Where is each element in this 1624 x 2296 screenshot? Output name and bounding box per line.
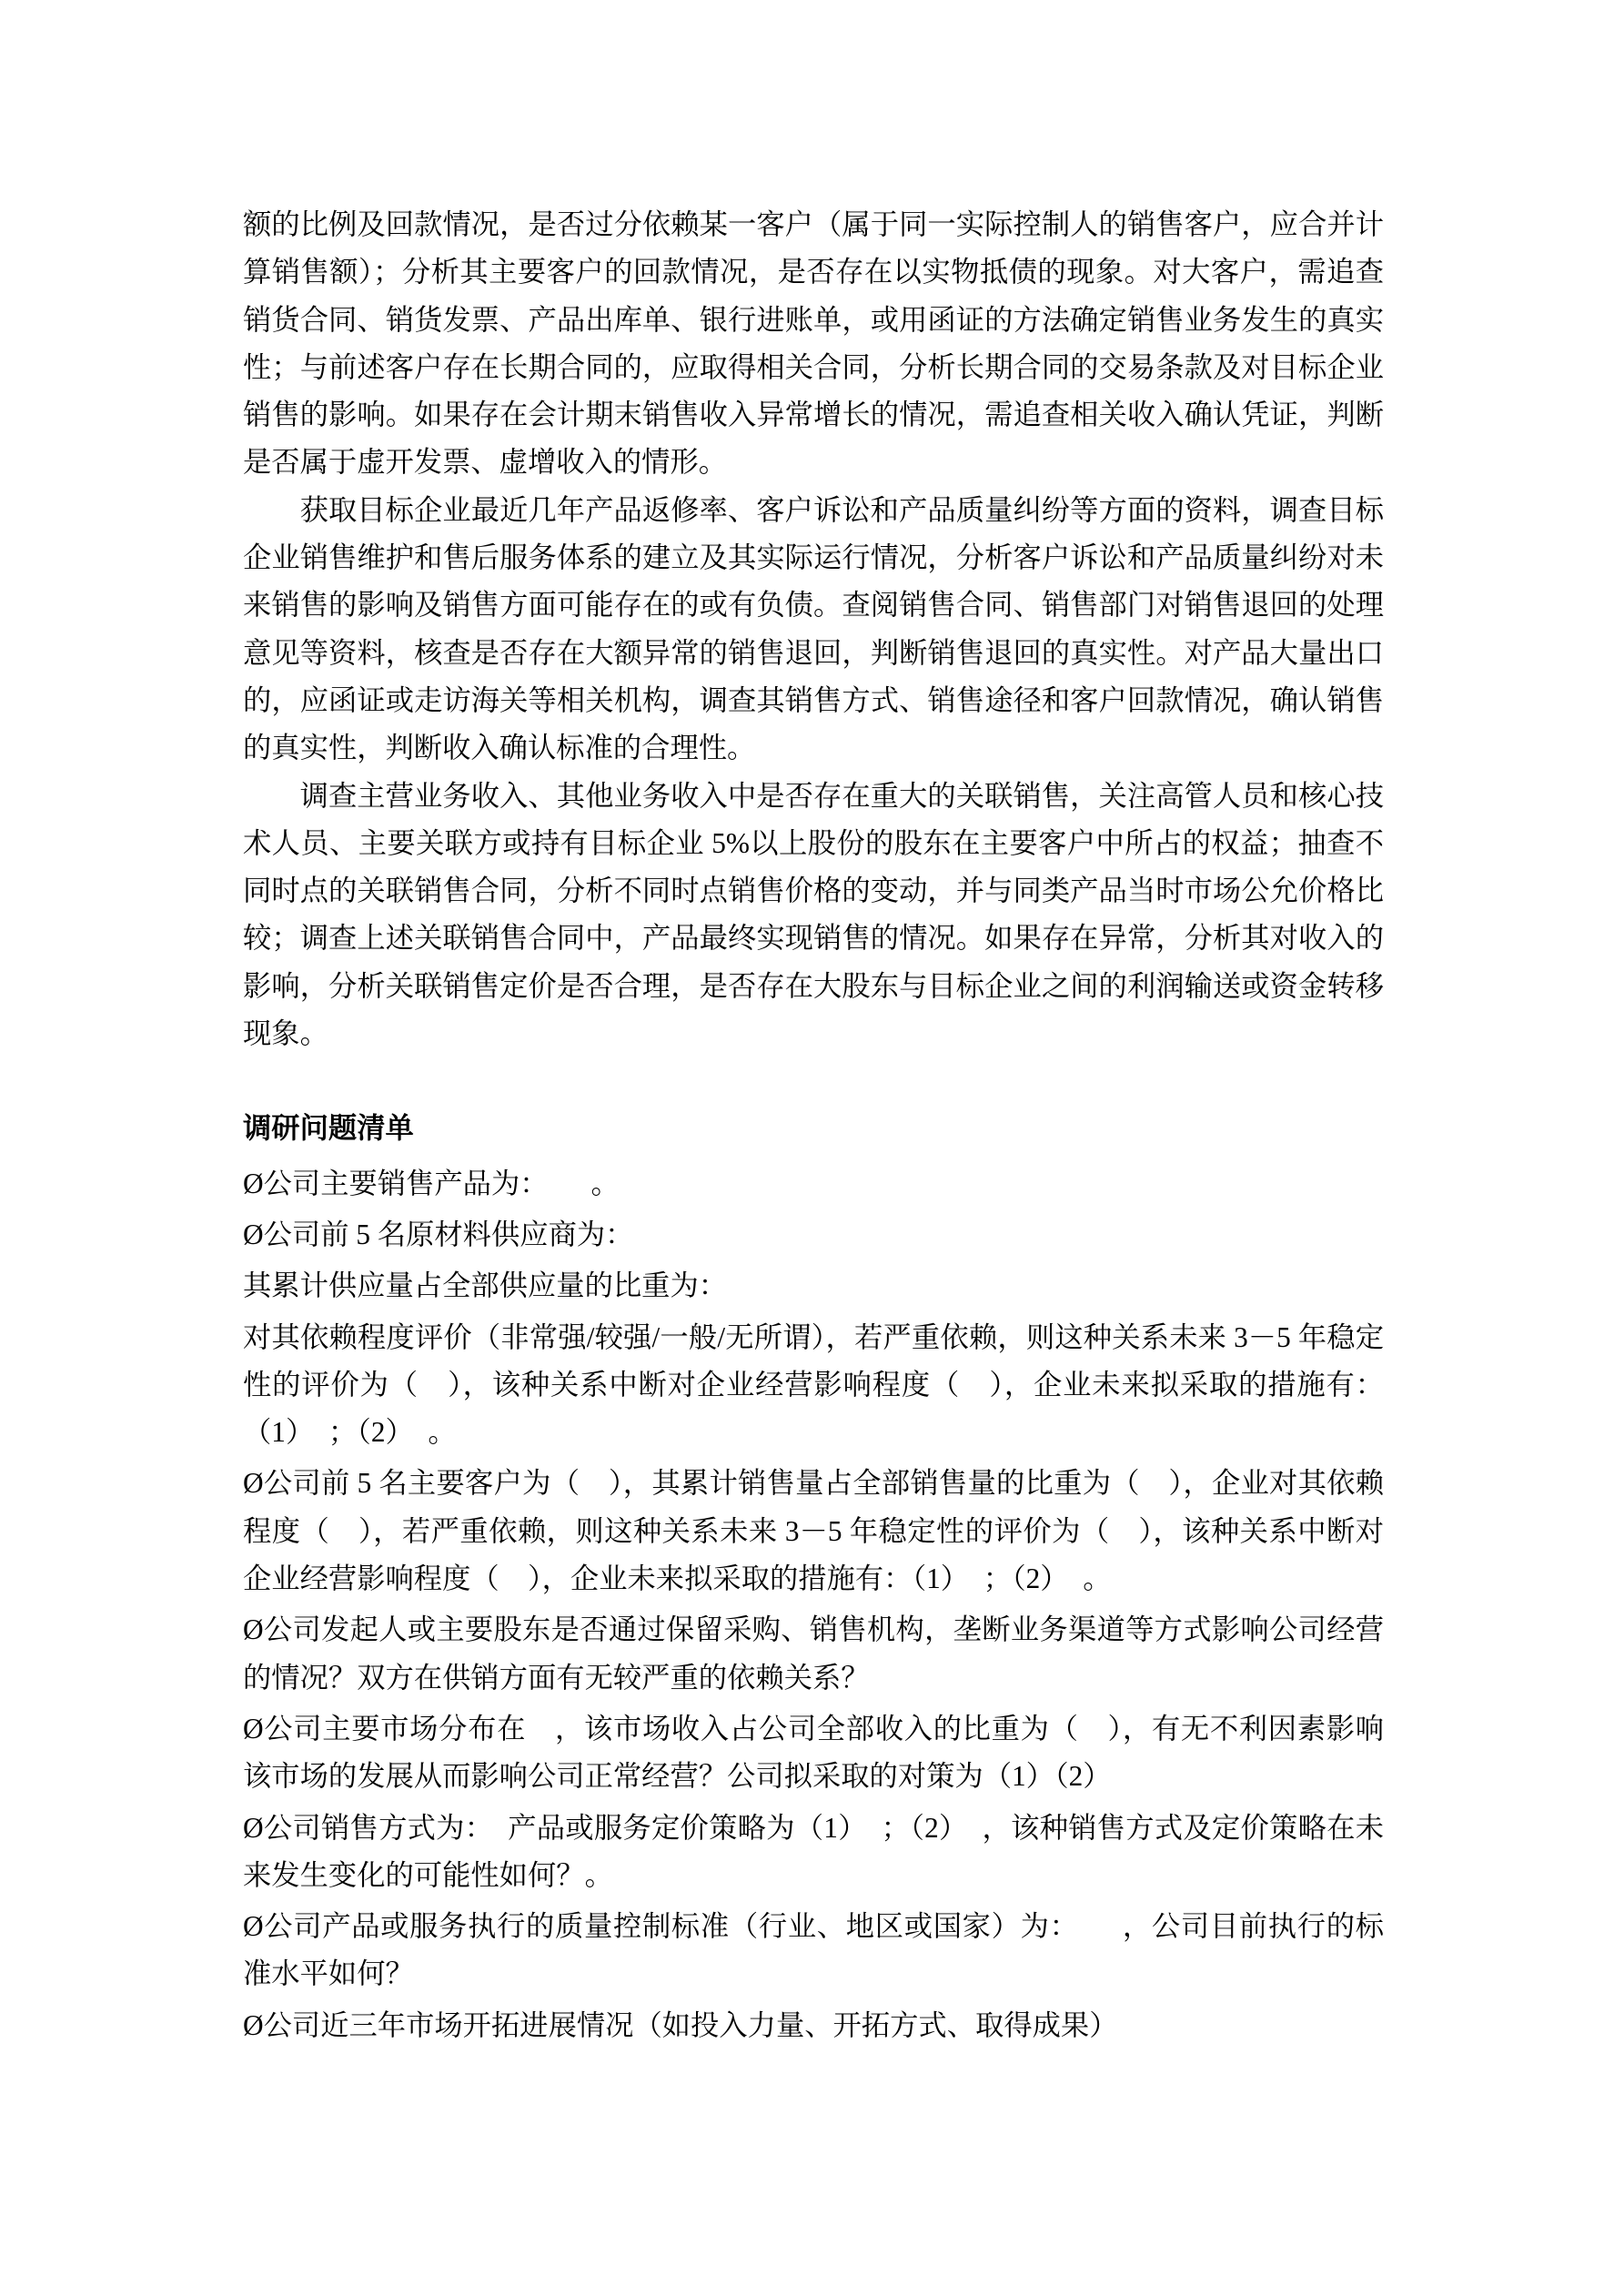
section-heading: 调研问题清单 — [243, 1112, 414, 1145]
question-item: Ø公司发起人或主要股东是否通过保留采购、销售机构，垄断业务渠道等方式影响公司经营的情况？双方在供销方面有无较严重的依赖关系？ — [243, 1613, 1384, 1694]
body-paragraph: 额的比例及回款情况，是否过分依赖某一客户（属于同一实际控制人的销售客户，应合并计算销售额）；分析其主要客户的回款情况，是否存在以实物抵债的现象。对大客户，需追查销货合同、销货发票、产品出库单、银行进账单，或用函证的方法确定销售业务发生的真实性；与前述客户存在长期合同的，应取得相关合同，分析长期合同的交易条款及对目标企业销售的影响。如果存在会计期末销售收入异常增长的情况，需追查相关收入确认凭证，判断是否属于虚开发票、虚增收入的情形。 — [243, 208, 1384, 479]
body-paragraph: 获取目标企业最近几年产品返修率、客户诉讼和产品质量纠纷等方面的资料，调查目标企业销售维护和售后服务体系的建立及其实际运行情况，分析客户诉讼和产品质量纠纷对未来销售的影响及销售方面可能存在的或有负债。查阅销售合同、销售部门对销售退回的处理意见等资料，核查是否存在大额异常的销售退回，判断销售退回的真实性。对产品大量出口的，应函证或走访海关等相关机构，调查其销售方式、销售途径和客户回款情况，确认销售的真实性，判断收入确认标准的合理性。 — [243, 493, 1384, 764]
question-item: Ø公司主要市场分布在 ，该市场收入占公司全部收入的比重为（ ），有无不利因素影响该市场的发展从而影响公司正常经营？公司拟采取的对策为（1）（2） — [243, 1712, 1384, 1793]
document-content — [243, 201, 1384, 2053]
question-item: 其累计供应量占全部供应量的比重为： — [243, 1269, 728, 1302]
question-item: 对其依赖程度评价（非常强/较强/一般/无所谓），若严重依赖，则这种关系未来 3－5 年稳定性的评价为（ ），该种关系中断对企业经营影响程度（ ），企业未来拟采取的措施有：（1） ；（2） 。 — [243, 1320, 1384, 1449]
question-item: Ø公司主要销售产品为： 。 — [243, 1167, 620, 1199]
question-item: Ø公司前 5 名主要客户为（ ），其累计销售量占全部销售量的比重为（ ），企业对其依赖程度（ ），若严重依赖，则这种关系未来 3－5 年稳定性的评价为（ ），该种关系中断对企业经营影响程度（ ），企业未来拟采取的措施有：（1） ；（2） 。 — [243, 1467, 1384, 1595]
question-item: Ø公司产品或服务执行的质量控制标准（行业、地区或国家）为： ，公司目前执行的标准水平如何？ — [243, 1910, 1384, 1990]
paragraph-spacer — [243, 1057, 1384, 1105]
question-item: Ø公司近三年市场开拓进展情况（如投入力量、开拓方式、取得成果） — [243, 2008, 1118, 2041]
body-paragraph: 调查主营业务收入、其他业务收入中是否存在重大的关联销售，关注高管人员和核心技术人员、主要关联方或持有目标企业 5%以上股份的股东在主要客户中所占的权益；抽查不同时点的关联销售合同，分析不同时点销售价格的变动，并与同类产品当时市场公允价格比较；调查上述关联销售合同中，产品最终实现销售的情况。如果存在异常，分析其对收入的影响，分析关联销售定价是否合理，是否存在大股东与目标企业之间的利润输送或资金转移现象。 — [243, 779, 1384, 1050]
question-item: Ø公司销售方式为： 产品或服务定价策略为（1） ；（2） ，该种销售方式及定价策略在未来发生变化的可能性如何？。 — [243, 1811, 1384, 1891]
question-item: Ø公司前 5 名原材料供应商为： — [243, 1218, 634, 1250]
